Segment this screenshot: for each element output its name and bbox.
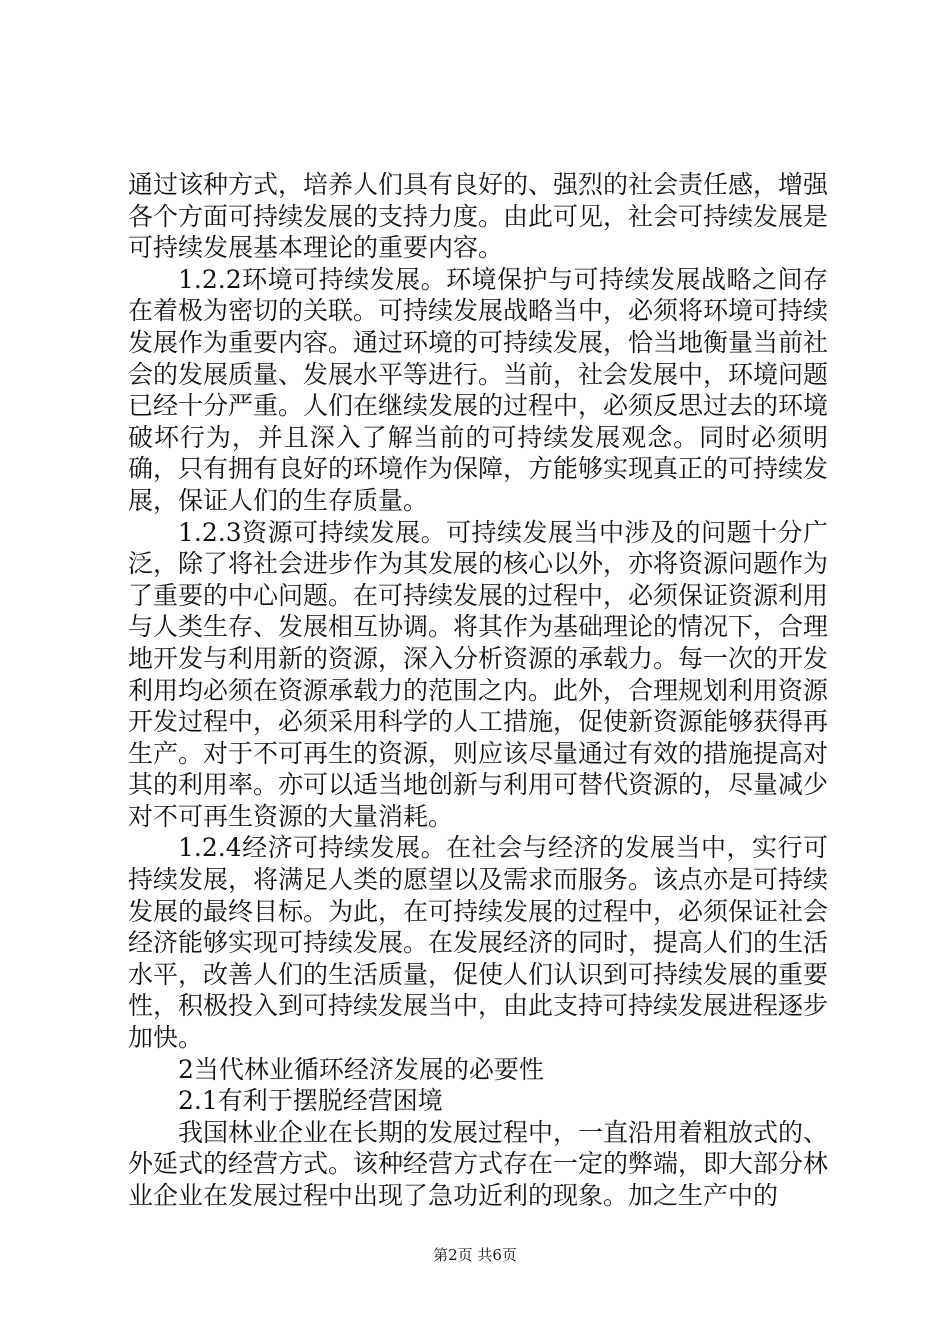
paragraph-economic-sustainability: 1.2.4经济可持续发展。在社会与经济的发展当中，实行可持续发展，将满足人类的愿望以及需求而服务。该点亦是可持续发展的最终目标。为此，在可持续发展的过程中，必须保证社会经济能够实现可持续发展。在发展经济的同时，提高人们的生活水平，改善人们的生活质量，促使人们认识到可持续发展的重要性，积极投入到可持续发展当中，由此支持可持续发展进程逐步加快。 — [128, 833, 829, 1053]
page-footer: 第2页 共6页 — [433, 1246, 517, 1264]
paragraph-environment-sustainability: 1.2.2环境可持续发展。环境保护与可持续发展战略之间存在着极为密切的关联。可持续发展战略当中，必须将环境可持续发展作为重要内容。通过环境的可持续发展，恰当地衡量当前社会的发展质量、发展水平等进行。当前，社会发展中，环境问题已经十分严重。人们在继续发展的过程中，必须反思过去的环境破坏行为，并且深入了解当前的可持续发展观念。同时必须明确，只有拥有良好的环境作为保障，方能够实现真正的可持续发展，保证人们的生存质量。 — [128, 264, 829, 515]
subsection-heading: 2.1有利于摆脱经营困境 — [178, 1086, 443, 1116]
paragraph-resource-sustainability: 1.2.3资源可持续发展。可持续发展当中涉及的问题十分广泛，除了将社会进步作为其发展的核心以外，亦将资源问题作为了重要的中心问题。在可持续发展的过程中，必须保证资源利用与人类生存、发展相互协调。将其作为基础理论的情况下，合理地开发与利用新的资源，深入分析资源的承载力。每一次的开发利用均必须在资源承载力的范围之内。此外，合理规划利用资源开发过程中，必须采用科学的人工措施，促使新资源能够获得再生产。对于不可再生的资源，则应该尽量通过有效的措施提高对其的利用率。亦可以适当地创新与利用可替代资源的，尽量减少对不可再生资源的大量消耗。 — [128, 517, 829, 831]
paragraph-forestry-enterprises: 我国林业企业在长期的发展过程中，一直沿用着粗放式的、外延式的经营方式。该种经营方式存在一定的弊端，即大部分林业企业在发展过程中出现了急功近利的现象。加之生产中的 — [128, 1117, 829, 1210]
section-heading: 2当代林业循环经济发展的必要性 — [178, 1054, 544, 1084]
document-body — [128, 169, 828, 1212]
paragraph-continuation: 通过该种方式，培养人们具有良好的、强烈的社会责任感，增强各个方面可持续发展的支持力度。由此可见，社会可持续发展是可持续发展基本理论的重要内容。 — [128, 170, 829, 263]
